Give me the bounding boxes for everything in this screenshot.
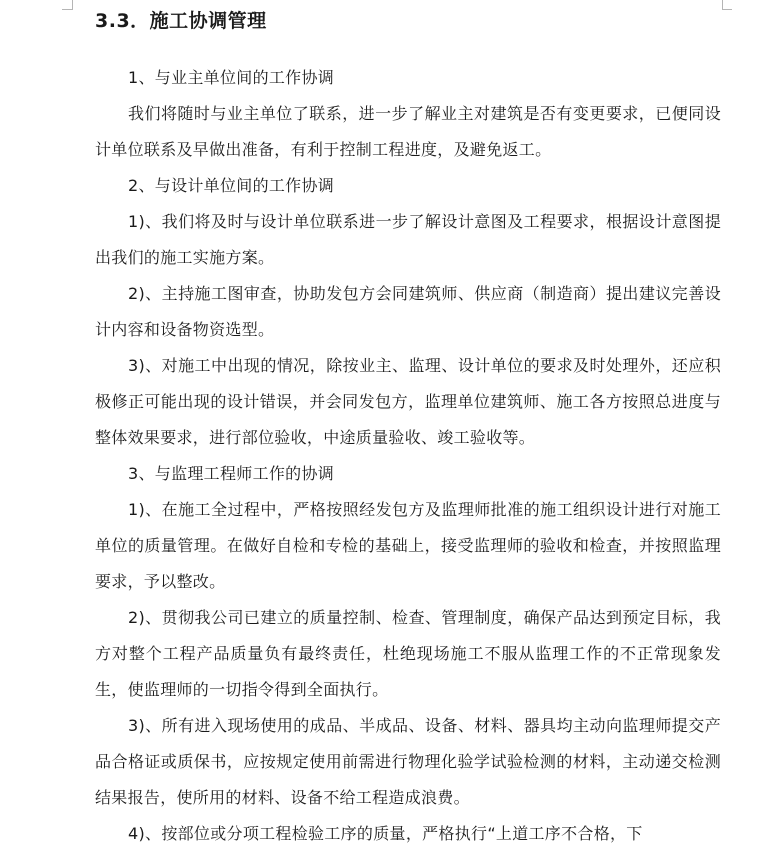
paragraph: 4)、按部位或分项工程检验工序的质量，严格执行“上道工序不合格，下 bbox=[128, 824, 643, 843]
paragraph: 1)、我们将及时与设计单位联系进一步了解设计意图及工程要求，根据设计意图提出我们的施工实施方案。 bbox=[95, 212, 721, 267]
paragraph: 3)、对施工中出现的情况，除按业主、监理、设计单位的要求及时处理外，还应积极修正可能出现的设计错误，并会同发包方，监理单位建筑师、施工各方按照总进度与整体效果要求，进行部位验收，中途质量验收、竣工验收等。 bbox=[95, 356, 721, 447]
subsection-heading: 3、与监理工程师工作的协调 bbox=[128, 464, 335, 483]
subsection-heading: 2、与设计单位间的工作协调 bbox=[128, 176, 335, 195]
subsection-heading: 1、与业主单位间的工作协调 bbox=[128, 68, 335, 87]
paragraph: 3)、所有进入现场使用的成品、半成品、设备、材料、器具均主动向监理师提交产品合格证或质保书，应按规定使用前需进行物理化验学试验检测的材料，主动递交检测结果报告，使所用的材料、设备不给工程造成浪费。 bbox=[95, 716, 721, 807]
page-corner-mark-left bbox=[72, 0, 73, 10]
page-corner-mark-right bbox=[722, 0, 723, 10]
section-heading: 3.3．施工协调管理 bbox=[95, 10, 267, 32]
paragraph: 我们将随时与业主单位了联系，进一步了解业主对建筑是否有变更要求，已便同设计单位联系及早做出准备，有利于控制工程进度，及避免返工。 bbox=[95, 104, 721, 159]
paragraph: 2)、主持施工图审查，协助发包方会同建筑师、供应商（制造商）提出建议完善设计内容和设备物资选型。 bbox=[95, 284, 721, 339]
paragraph: 1)、在施工全过程中，严格按照经发包方及监理师批准的施工组织设计进行对施工单位的质量管理。在做好自检和专检的基础上，接受监理师的验收和检查，并按照监理要求，予以整改。 bbox=[95, 500, 721, 591]
paragraph: 2)、贯彻我公司已建立的质量控制、检查、管理制度，确保产品达到预定目标，我方对整个工程产品质量负有最终责任，杜绝现场施工不服从监理工作的不正常现象发生，使监理师的一切指令得到全面执行。 bbox=[95, 608, 721, 699]
